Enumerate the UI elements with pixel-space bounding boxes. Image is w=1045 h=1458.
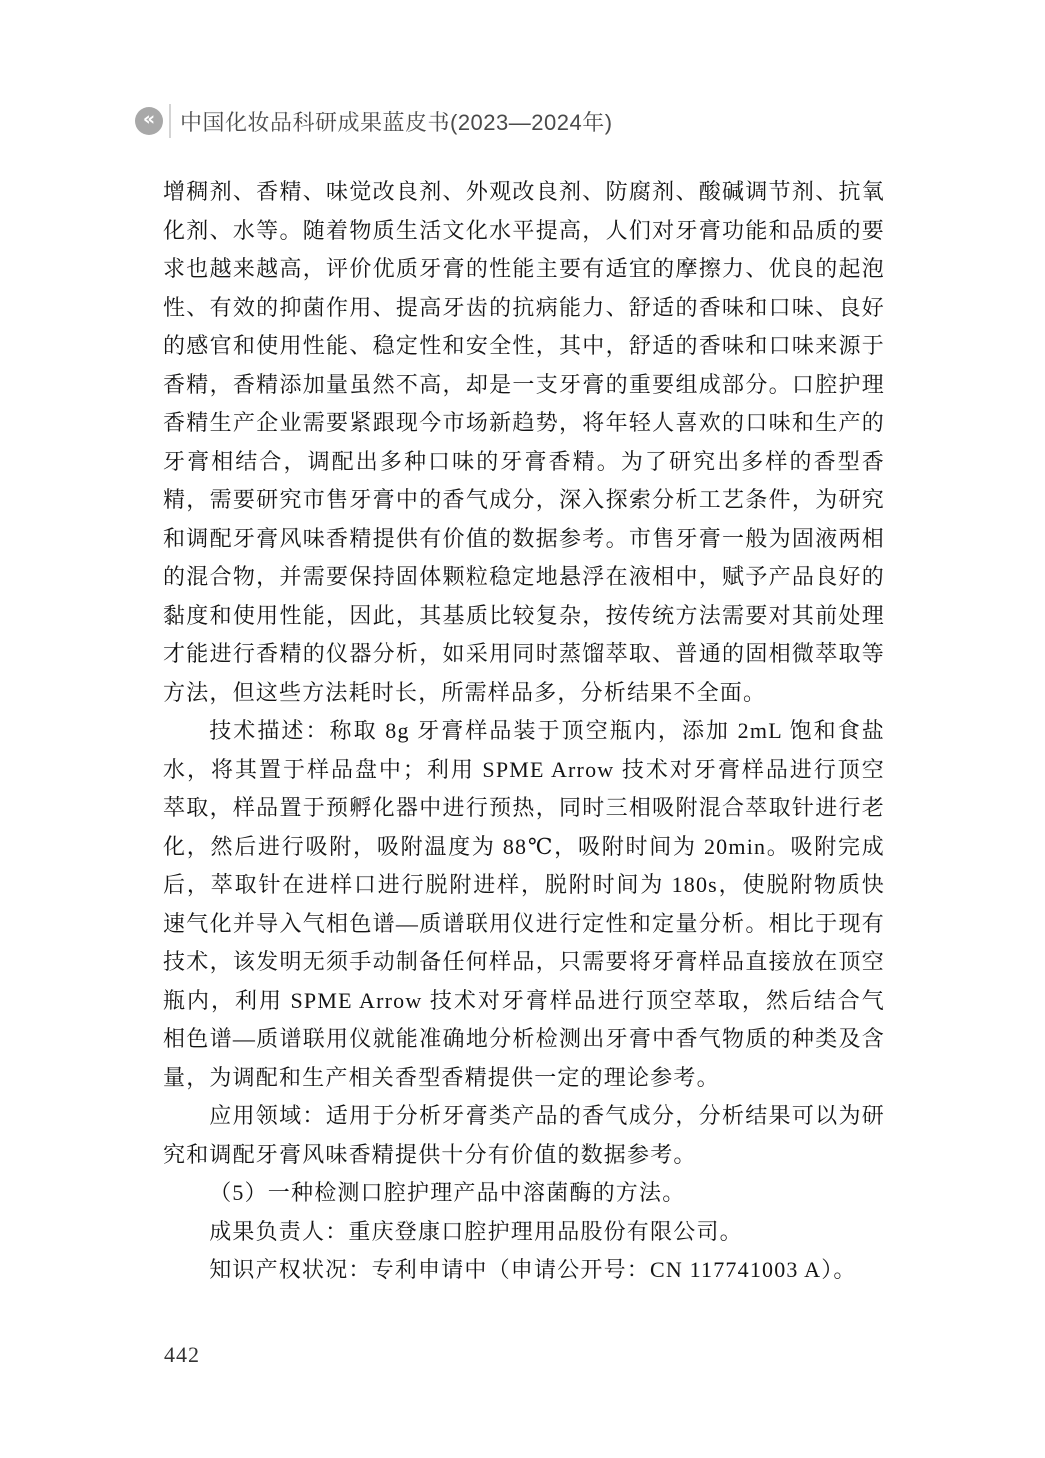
paragraph-toothpaste-intro: 增稠剂、香精、味觉改良剂、外观改良剂、防腐剂、酸碱调节剂、抗氧化剂、水等。随着物质生活文化水平提高，人们对牙膏功能和品质的要求也越来越高，评价优质牙膏的性能主要有适宜的摩擦力、优良的起泡性、有效的抑菌作用、提高牙齿的抗病能力、舒适的香味和口味、良好的感官和使用性能、稳定性和安全性，其中，舒适的香味和口味来源于香精，香精添加量虽然不高，却是一支牙膏的重要组成部分。口腔护理香精生产企业需要紧跟现今市场新趋势，将年轻人喜欢的口味和生产的牙膏相结合，调配出多种口味的牙膏香精。为了研究出多样的香型香精，需要研究市售牙膏中的香气成分，深入探索分析工艺条件，为研究和调配牙膏风味香精提供有价值的数据参考。市售牙膏一般为固液两相的混合物，并需要保持固体颗粒稳定地悬浮在液相中，赋予产品良好的黏度和使用性能，因此，其基质比较复杂，按传统方法需要对其前处理才能进行香精的仪器分析，如采用同时蒸馏萃取、普通的固相微萃取等方法，但这些方法耗时长，所需样品多，分析结果不全面。 [163,179,885,705]
paragraph-ip-status: 知识产权状况：专利申请中（申请公开号：CN 117741003 A）。 [209,1257,857,1282]
book-title: 中国化妆品科研成果蓝皮书(2023—2024年) [180,109,613,135]
double-chevron-left-icon[interactable]: « [135,107,163,135]
paragraph-technical-description: 技术描述：称取 8g 牙膏样品装于顶空瓶内，添加 2mL 饱和食盐水，将其置于样品盘中；利用 SPME Arrow 技术对牙膏样品进行顶空萃取，样品置于预孵化器中进行预热，同时三相吸附混合萃取针进行老化，然后进行吸附，吸附温度为 88℃，吸附时间为 20min。吸附完成后，萃取针在进样口进行脱附进样，脱附时间为 180s，使脱附物质快速气化并导入气相色谱—质谱联用仪进行定性和定量分析。相比于现有技术，该发明无须手动制备任何样品，只需要将牙膏样品直接放在顶空瓶内，利用 SPME Arrow 技术对牙膏样品进行顶空萃取，然后结合气相色谱—质谱联用仪就能准确地分析检测出牙膏中香气物质的种类及含量，为调配和生产相关香型香精提供一定的理论参考。 [163,718,885,1090]
page-number: 442 [164,1342,200,1367]
paragraph-achievement-owner: 成果负责人：重庆登康口腔护理用品股份有限公司。 [209,1218,743,1244]
page-content [163,173,885,1290]
page-header [135,104,613,138]
header-divider [169,104,171,138]
paragraph-application-field: 应用领域：适用于分析牙膏类产品的香气成分，分析结果可以为研究和调配牙膏风味香精提供十分有价值的数据参考。 [163,1103,885,1167]
paragraph-item-5-title: （5）一种检测口腔护理产品中溶菌酶的方法。 [209,1180,686,1205]
